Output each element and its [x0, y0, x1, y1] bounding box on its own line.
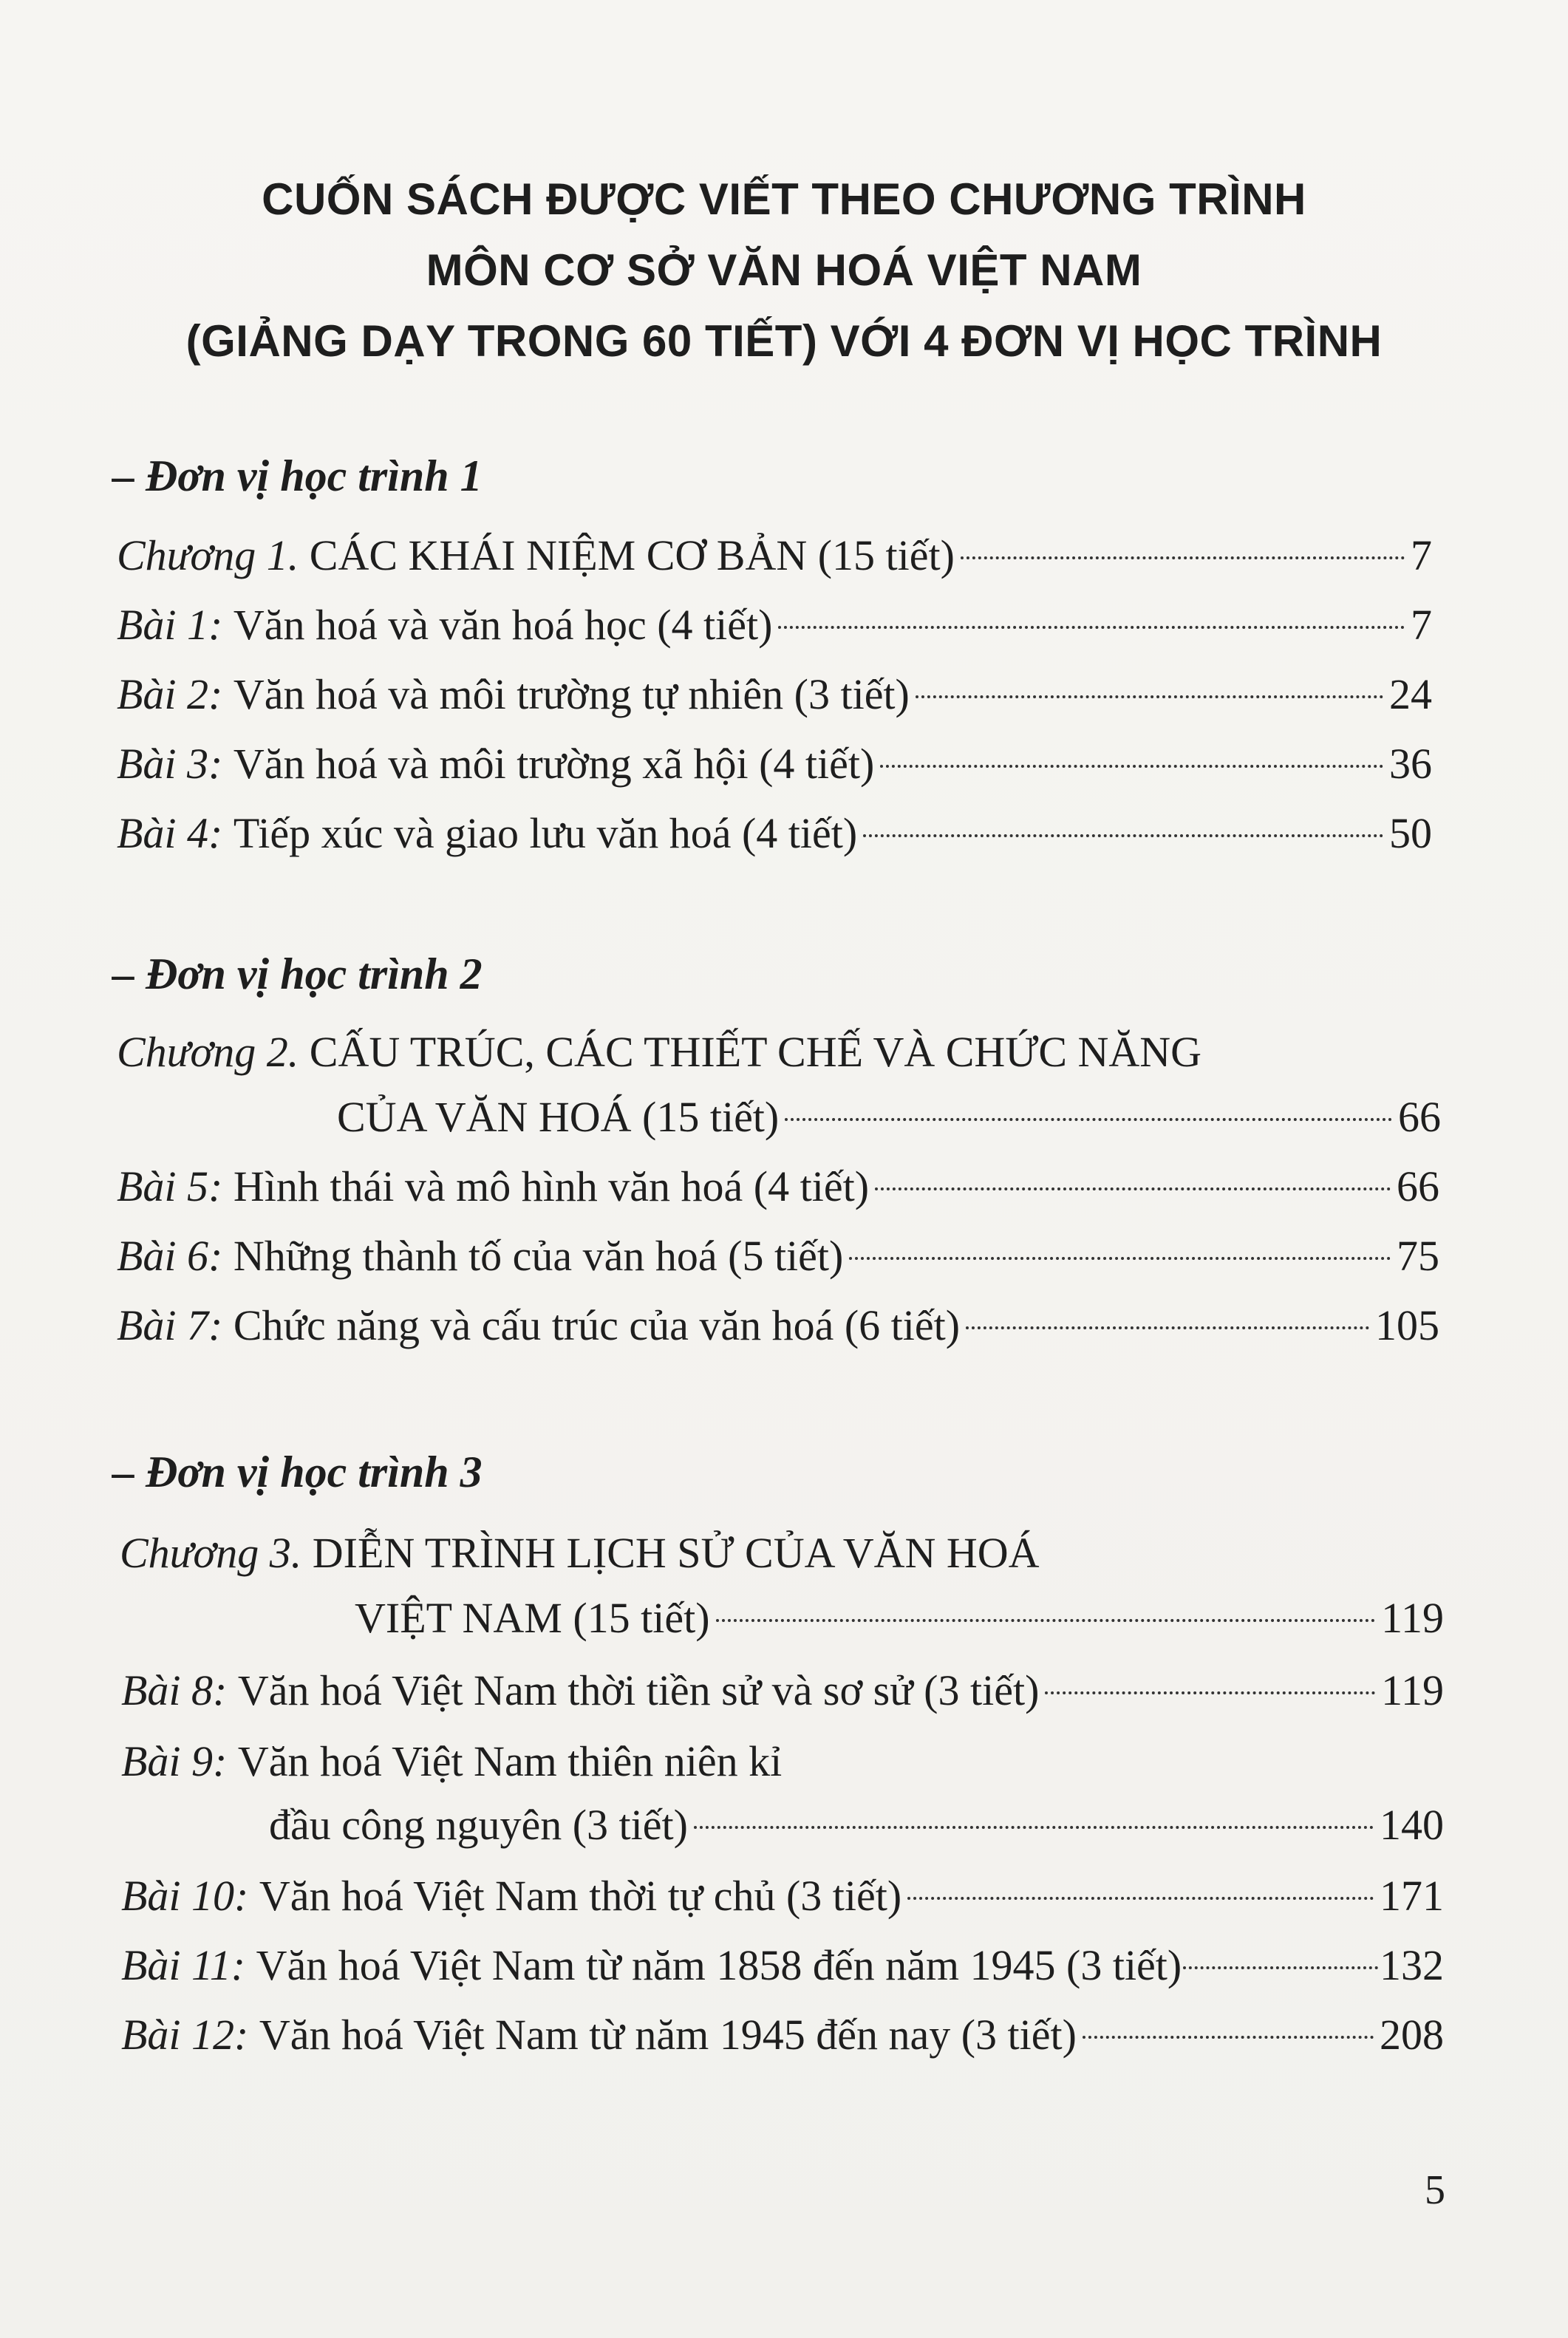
toc-page: 7 [1411, 601, 1432, 649]
toc-entry-chapter-1 [117, 531, 1432, 580]
toc-title: Văn hoá và văn hoá học (4 tiết) [233, 601, 773, 649]
toc-title: Chức năng và cấu trúc của văn hoá (6 tiết) [233, 1301, 961, 1349]
toc-title: Văn hoá Việt Nam từ năm 1945 đến nay (3 tiết) [259, 2011, 1077, 2059]
toc-label: Bài 4: [117, 809, 223, 857]
toc-title: Văn hoá Việt Nam từ năm 1858 đến năm 1945 (3 tiết) [256, 1941, 1182, 1989]
toc-entry-lesson-10 [121, 1871, 1444, 1920]
dot-leader [916, 695, 1383, 698]
toc-title: Văn hoá và môi trường tự nhiên (3 tiết) [233, 670, 910, 718]
toc-entry-lesson-8 [121, 1666, 1444, 1715]
toc-label: Chương 1. [117, 531, 299, 579]
toc-title: Tiếp xúc và giao lưu văn hoá (4 tiết) [233, 809, 858, 857]
toc-label: Bài 9: [121, 1737, 228, 1785]
dot-leader [716, 1619, 1376, 1622]
toc-page: 66 [1398, 1093, 1441, 1141]
dot-leader [961, 556, 1405, 559]
toc-entry-lesson-5 [117, 1162, 1439, 1211]
toc-title: Những thành tố của văn hoá (5 tiết) [233, 1232, 844, 1280]
toc-entry-lesson-2 [117, 669, 1432, 719]
toc-label: Bài 10: [121, 1872, 249, 1920]
dot-leader [1045, 1691, 1375, 1694]
heading-line-2: MÔN CƠ SỞ VĂN HOÁ VIỆT NAM [426, 245, 1142, 295]
toc-title: Văn hoá Việt Nam thời tiền sử và sơ sử (3 tiết) [237, 1666, 1040, 1714]
toc-title: Văn hoá và môi trường xã hội (4 tiết) [233, 740, 875, 788]
dot-leader [1183, 1966, 1378, 1969]
toc-entry-lesson-1 [117, 600, 1432, 650]
toc-entry-lesson-4 [117, 808, 1432, 858]
toc-page: 132 [1380, 1941, 1444, 1989]
toc-entry-chapter-3-line-1 [120, 1528, 1040, 1578]
unit-heading-3: – Đơn vị học trình 3 [112, 1448, 483, 1496]
page-number: 5 [1425, 2167, 1445, 2213]
dot-leader [880, 765, 1383, 768]
toc-label: Bài 3: [117, 740, 223, 788]
toc-entry-lesson-3 [117, 739, 1432, 788]
dot-leader [863, 834, 1383, 837]
toc-label: Chương 2. [117, 1028, 299, 1076]
toc-entry-chapter-2-line-1 [117, 1027, 1201, 1077]
toc-page: 50 [1389, 809, 1432, 857]
toc-label: Bài 12: [121, 2011, 249, 2059]
dot-leader [778, 626, 1405, 629]
dot-leader [907, 1897, 1374, 1900]
toc-page: 36 [1389, 740, 1432, 788]
unit-heading-2: – Đơn vị học trình 2 [112, 950, 483, 998]
toc-label: Chương 3. [120, 1529, 302, 1577]
toc-entry-chapter-3-line-2 [355, 1593, 1444, 1643]
unit-heading-1: – Đơn vị học trình 1 [112, 451, 483, 500]
toc-page: 119 [1381, 1666, 1444, 1714]
toc-title-cont: đầu công nguyên (3 tiết) [269, 1801, 688, 1849]
toc-entry-chapter-2-line-2 [337, 1092, 1441, 1142]
toc-page: 171 [1380, 1872, 1444, 1920]
toc-title: CẤU TRÚC, CÁC THIẾT CHẾ VÀ CHỨC NĂNG [309, 1028, 1202, 1076]
dot-leader [1083, 2036, 1374, 2039]
toc-title: Văn hoá Việt Nam thiên niên kỉ [237, 1737, 783, 1785]
toc-title: Hình thái và mô hình văn hoá (4 tiết) [233, 1162, 870, 1210]
toc-title: Văn hoá Việt Nam thời tự chủ (3 tiết) [259, 1872, 902, 1920]
toc-page: 24 [1389, 670, 1432, 718]
toc-title-cont: CỦA VĂN HOÁ (15 tiết) [337, 1093, 780, 1141]
toc-entry-lesson-12 [121, 2010, 1444, 2059]
heading-line-3: (GIẢNG DẠY TRONG 60 TIẾT) VỚI 4 ĐƠN VỊ HỌC TRÌNH [185, 316, 1383, 366]
dot-leader [694, 1826, 1374, 1829]
toc-entry-lesson-7 [117, 1301, 1439, 1350]
toc-title: CÁC KHÁI NIỆM CƠ BẢN (15 tiết) [309, 531, 955, 579]
toc-page: 208 [1380, 2011, 1444, 2059]
toc-page: 119 [1381, 1594, 1444, 1642]
dot-leader [785, 1118, 1392, 1121]
toc-page: 66 [1397, 1162, 1439, 1210]
page-heading [0, 164, 1568, 377]
toc-entry-lesson-9-line-2 [269, 1800, 1444, 1850]
toc-page: 75 [1397, 1232, 1439, 1280]
toc-entry-lesson-6 [117, 1231, 1439, 1281]
dot-leader [875, 1187, 1391, 1190]
toc-title: DIỄN TRÌNH LỊCH SỬ CỦA VĂN HOÁ [312, 1529, 1040, 1577]
toc-label: Bài 7: [117, 1301, 223, 1349]
toc-label: Bài 5: [117, 1162, 223, 1210]
toc-entry-lesson-9-line-1 [121, 1737, 782, 1786]
toc-label: Bài 8: [121, 1666, 228, 1714]
dot-leader [966, 1326, 1369, 1329]
toc-page: 105 [1375, 1301, 1439, 1349]
toc-entry-lesson-11 [121, 1940, 1444, 1990]
toc-label: Bài 1: [117, 601, 223, 649]
toc-page: 140 [1380, 1801, 1444, 1849]
toc-title-cont: VIỆT NAM (15 tiết) [355, 1594, 710, 1642]
toc-page: 7 [1411, 531, 1432, 579]
dot-leader [849, 1257, 1391, 1260]
toc-label: Bài 2: [117, 670, 223, 718]
toc-label: Bài 6: [117, 1232, 223, 1280]
toc-label: Bài 11: [121, 1941, 246, 1989]
heading-line-1: CUỐN SÁCH ĐƯỢC VIẾT THEO CHƯƠNG TRÌNH [262, 174, 1306, 224]
